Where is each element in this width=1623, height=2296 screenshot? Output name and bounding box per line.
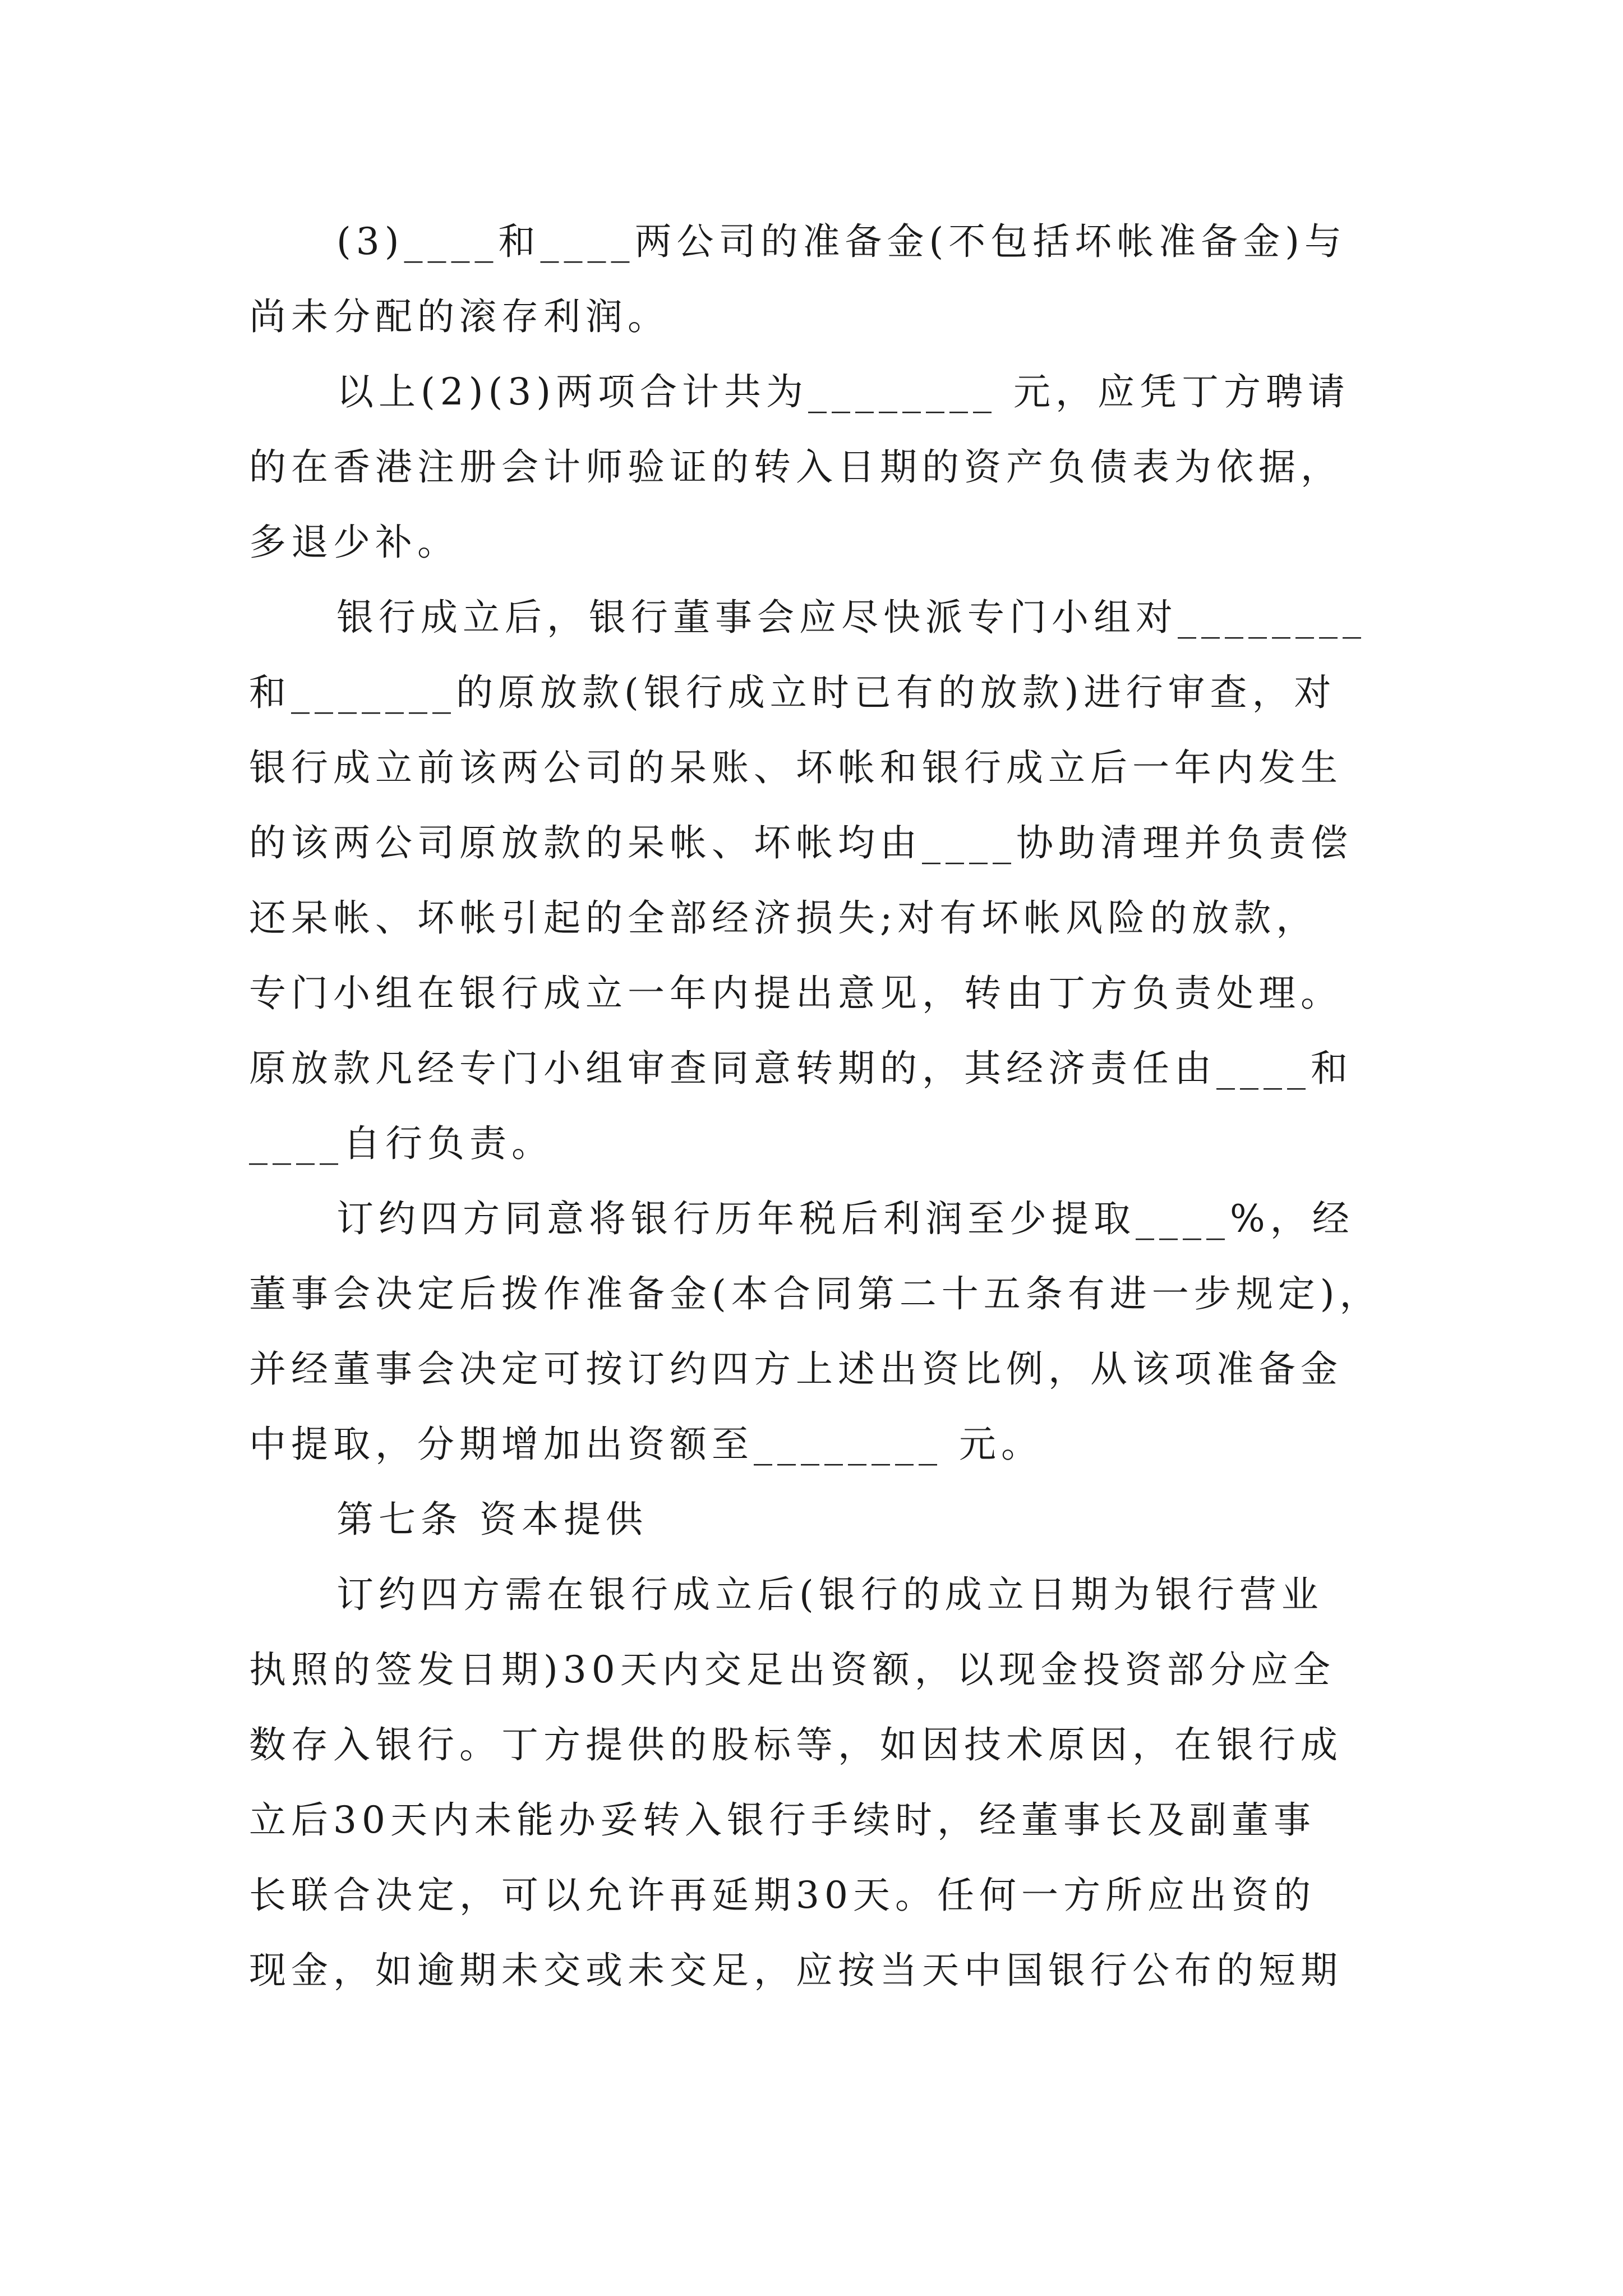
section-heading: 第七条 资本提供: [336, 1498, 648, 1541]
text-line: 银行成立前该两公司的呆账、坏帐和银行成立后一年内发生: [249, 746, 1343, 789]
text-line: 和_______的原放款(银行成立时已有的放款)进行审查，对: [249, 671, 1336, 714]
text-line: 多退少补。: [249, 521, 459, 564]
text-line: 的该两公司原放款的呆帐、坏帐均由____协助清理并负责偿: [249, 821, 1353, 864]
text-line: 专门小组在银行成立一年内提出意见，转由丁方负责处理。: [249, 972, 1343, 1015]
text-line: 原放款凡经专门小组审查同意转期的，其经济责任由____和: [249, 1047, 1353, 1090]
text-line: 以上(2)(3)两项合计共为________ 元，应凭丁方聘请: [336, 370, 1350, 413]
text-line: 尚未分配的滚存利润。: [249, 295, 670, 338]
text-line: 董事会决定后拨作准备金(本合同第二十五条有进一步规定)，: [249, 1272, 1382, 1315]
text-line: ____自行负责。: [249, 1122, 554, 1165]
text-line: 数存入银行。丁方提供的股标等，如因技术原因，在银行成: [249, 1723, 1343, 1766]
text-line: 立后30天内未能办妥转入银行手续时，经董事长及副董事: [249, 1798, 1316, 1842]
text-line: 并经董事会决定可按订约四方上述出资比例，从该项准备金: [249, 1347, 1343, 1391]
text-line: 订约四方需在银行成立后(银行的成立日期为银行营业: [336, 1573, 1324, 1616]
text-line: 还呆帐、坏帐引起的全部经济损失;对有坏帐风险的放款，: [249, 896, 1318, 940]
text-line: 现金，如逾期未交或未交足，应按当天中国银行公布的短期: [249, 1949, 1343, 1992]
text-line: 长联合决定，可以允许再延期30天。任何一方所应出资的: [249, 1874, 1316, 1917]
text-line: 银行成立后，银行董事会应尽快派专门小组对________: [336, 596, 1366, 639]
text-line: 执照的签发日期)30天内交足出资额，以现金投资部分应全: [249, 1648, 1335, 1691]
text-line: 中提取，分期增加出资额至________ 元。: [249, 1423, 1043, 1466]
text-line: 订约四方同意将银行历年税后利润至少提取____%，经: [336, 1197, 1354, 1240]
text-line: (3)____和____两公司的准备金(不包括坏帐准备金)与: [336, 220, 1347, 263]
text-line: 的在香港注册会计师验证的转入日期的资产负债表为依据，: [249, 445, 1343, 489]
